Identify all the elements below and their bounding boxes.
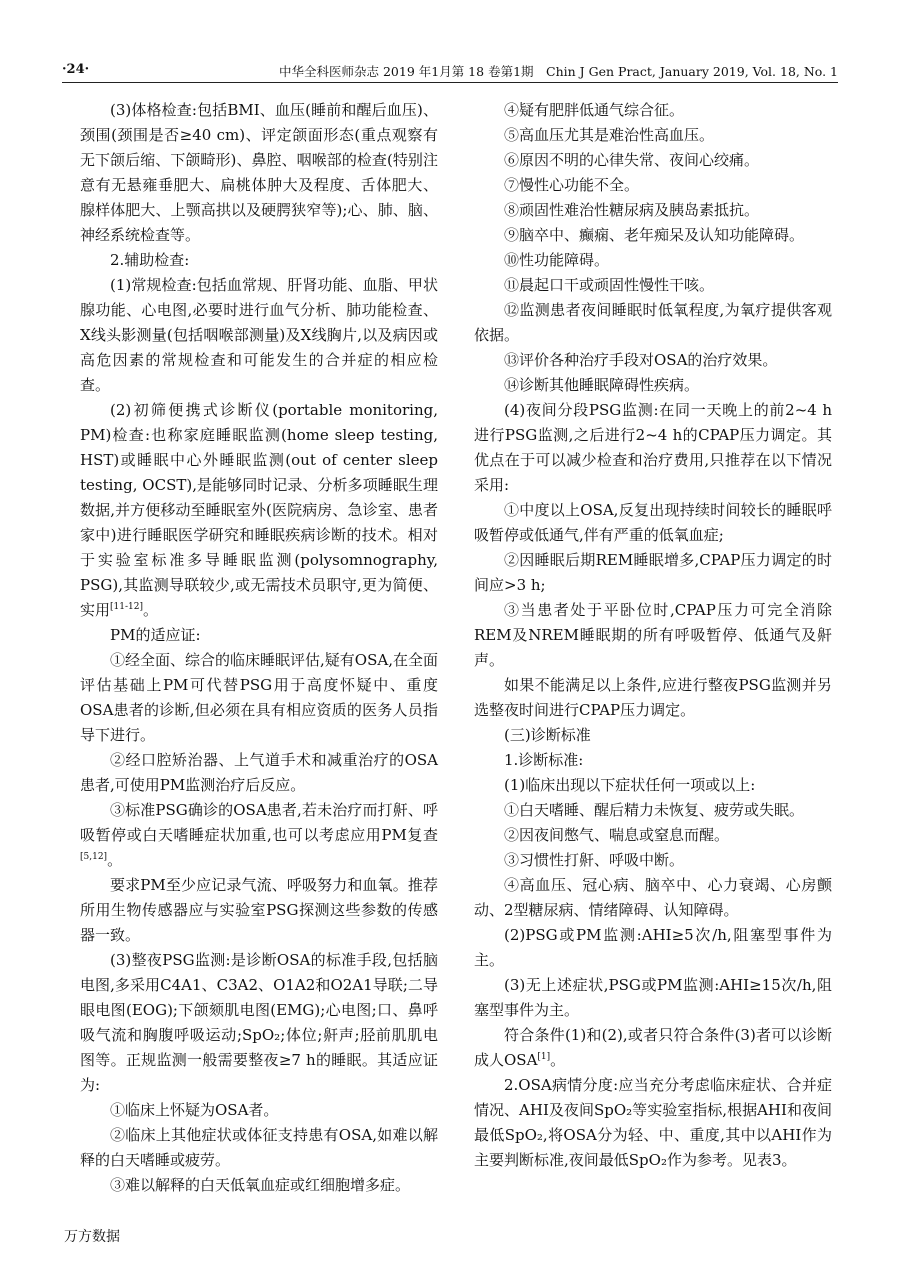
journal-citation: 中华全科医师杂志 2019 年1月第 18 卷第1期 Chin J Gen Pract, January 2019, Vol. 18, No. 1 xyxy=(279,64,838,79)
citation: [5,12] xyxy=(80,852,108,862)
footer-watermark: 万方数据 xyxy=(64,1229,120,1245)
paragraph: ②因夜间憋气、喘息或窒息而醒。 xyxy=(504,826,730,844)
paragraph: ④疑有肥胖低通气综合征。 xyxy=(504,101,685,119)
paragraph: (3)无上述症状,PSG或PM监测:AHI≥15次/h,阻塞型事件为主。 xyxy=(474,976,832,1019)
citation: [11-12] xyxy=(110,602,143,612)
section-heading: (三)诊断标准 xyxy=(504,726,591,744)
paragraph: ③标准PSG确诊的OSA患者,若未治疗而打鼾、呼吸暂停或白天嗜睡症状加重,也可以考虑应用PM复查[5,12]。 xyxy=(80,801,438,869)
paragraph: ⑩性功能障碍。 xyxy=(504,251,610,269)
header-rule xyxy=(62,82,838,83)
paragraph: (2)PSG或PM监测:AHI≥5次/h,阻塞型事件为主。 xyxy=(474,926,832,969)
paragraph: ③难以解释的白天低氧血症或红细胞增多症。 xyxy=(110,1176,411,1194)
paragraph: ①白天嗜睡、醒后精力未恢复、疲劳或失眠。 xyxy=(504,801,805,819)
paragraph: ①中度以上OSA,反复出现持续时间较长的睡眠呼吸暂停或低通气,伴有严重的低氧血症; xyxy=(474,501,832,544)
paragraph: (4)夜间分段PSG监测:在同一天晚上的前2~4 h进行PSG监测,之后进行2~4 h的CPAP压力调定。其优点在于可以减少检查和治疗费用,只推荐在以下情况采用: xyxy=(474,401,832,494)
right-column xyxy=(474,98,832,1173)
paragraph: ⑬评价各种治疗手段对OSA的治疗效果。 xyxy=(504,351,778,369)
left-column xyxy=(80,98,438,1198)
paragraph: 符合条件(1)和(2),或者只符合条件(3)者可以诊断成人OSA[1]。 xyxy=(474,1026,832,1069)
paragraph: PM的适应证: xyxy=(110,626,201,644)
paragraph: ②经口腔矫治器、上气道手术和减重治疗的OSA患者,可使用PM监测治疗后反应。 xyxy=(80,751,438,794)
paragraph: 要求PM至少应记录气流、呼吸努力和血氧。推荐所用生物传感器应与实验室PSG探测这些参数的传感器一致。 xyxy=(80,876,438,944)
paragraph: ①经全面、综合的临床睡眠评估,疑有OSA,在全面评估基础上PM可代替PSG用于高度怀疑中、重度OSA患者的诊断,但必须在具有相应资质的医务人员指导下进行。 xyxy=(80,651,438,744)
paragraph: (1)临床出现以下症状任何一项或以上: xyxy=(504,776,756,794)
paragraph: ⑭诊断其他睡眠障碍性疾病。 xyxy=(504,376,700,394)
paragraph: ⑥原因不明的心律失常、夜间心绞痛。 xyxy=(504,151,760,169)
paragraph: ⑦慢性心功能不全。 xyxy=(504,176,640,194)
paragraph: ⑨脑卒中、癫痫、老年痴呆及认知功能障碍。 xyxy=(504,226,805,244)
paragraph: (1)常规检查:包括血常规、肝肾功能、血脂、甲状腺功能、心电图,必要时进行血气分析、肺功能检查、X线头影测量(包括咽喉部测量)及X线胸片,以及病因或高危因素的常规检查和可能发生的合并症的相应检查。 xyxy=(80,276,438,394)
paragraph: ②因睡眠后期REM睡眠增多,CPAP压力调定的时间应>3 h; xyxy=(474,551,832,594)
paragraph: (3)整夜PSG监测:是诊断OSA的标准手段,包括脑电图,多采用C4A1、C3A2、O1A2和O2A1导联;二导眼电图(EOG);下颌颏肌电图(EMG);心电图;口、鼻呼吸气流和胸腹呼吸运动;SpO₂;体位;鼾声;胫前肌肌电图等。正规监测一般需要整夜≥7 h的睡眠。其适应证为: xyxy=(80,951,438,1094)
running-header xyxy=(62,58,838,84)
paragraph: 2.OSA病情分度:应当充分考虑临床症状、合并症情况、AHI及夜间SpO₂等实验室指标,根据AHI和夜间最低SpO₂,将OSA分为轻、中、重度,其中以AHI作为主要判断标准,夜间最低SpO₂作为参考。见表3。 xyxy=(474,1076,832,1169)
paragraph: ②临床上其他症状或体征支持患有OSA,如难以解释的白天嗜睡或疲劳。 xyxy=(80,1126,438,1169)
paragraph: 1.诊断标准: xyxy=(504,751,584,769)
paragraph: ①临床上怀疑为OSA者。 xyxy=(110,1101,279,1119)
paragraph: ⑧顽固性难治性糖尿病及胰岛素抵抗。 xyxy=(504,201,760,219)
paragraph: 如果不能满足以上条件,应进行整夜PSG监测并另选整夜时间进行CPAP压力调定。 xyxy=(474,676,832,719)
paragraph: ⑪晨起口干或顽固性慢性干咳。 xyxy=(504,276,715,294)
citation: [1] xyxy=(537,1052,551,1062)
paragraph: (2)初筛便携式诊断仪(portable monitoring, PM)检查:也称家庭睡眠监测(home sleep testing, HST)或睡眠中心外睡眠监测(out of center sleep testing, OCST),是能够同时记录、分析多项睡眠生理数据,并方便移动至睡眠室外(医院病房、急诊室、患者家中)进行睡眠医学研究和睡眠疾病诊断的技术。相对于实验室标准多导睡眠监测(polysomnography, PSG),其监测导联较少,或无需技术员职守,更为简便、实用[11-12]。 xyxy=(80,401,438,619)
paragraph: ④高血压、冠心病、脑卒中、心力衰竭、心房颤动、2型糖尿病、情绪障碍、认知障碍。 xyxy=(474,876,832,919)
paragraph: ⑫监测患者夜间睡眠时低氧程度,为氧疗提供客观依据。 xyxy=(474,301,832,344)
paragraph: ⑤高血压尤其是难治性高血压。 xyxy=(504,126,715,144)
paragraph: ③当患者处于平卧位时,CPAP压力可完全消除REM及NREM睡眠期的所有呼吸暂停、低通气及鼾声。 xyxy=(474,601,832,669)
paragraph: ③习惯性打鼾、呼吸中断。 xyxy=(504,851,685,869)
paragraph: (3)体格检查:包括BMI、血压(睡前和醒后血压)、颈围(颈围是否≥40 cm)、评定颌面形态(重点观察有无下颌后缩、下颌畸形)、鼻腔、咽喉部的检查(特别注意有无悬雍垂肥大、扁桃体肿大及程度、舌体肥大、腺样体肥大、上颚高拱以及硬腭狭窄等);心、肺、脑、神经系统检查等。 xyxy=(80,101,438,244)
paragraph: 2.辅助检查: xyxy=(110,251,190,269)
page-number: ·24· xyxy=(62,62,90,77)
